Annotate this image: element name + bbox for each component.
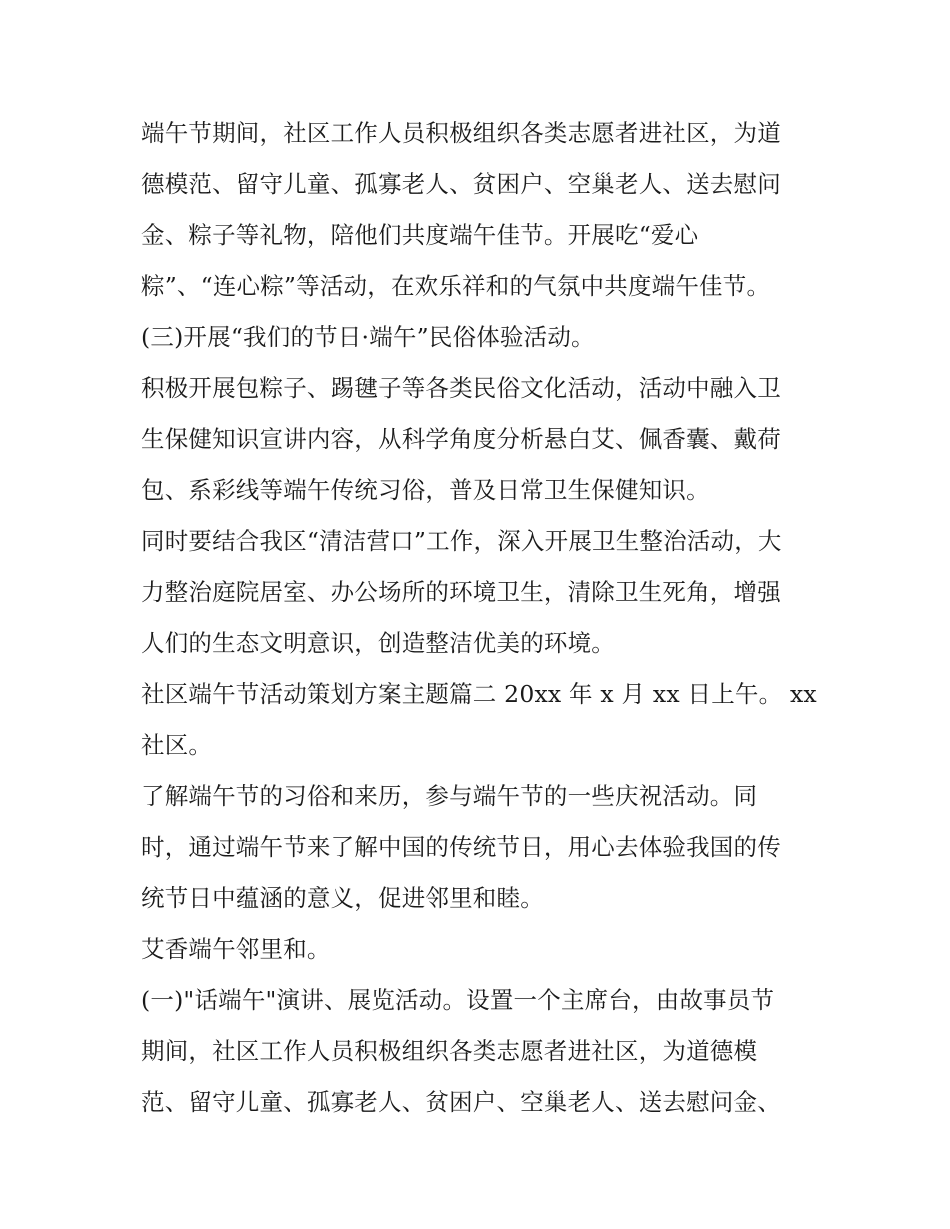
- theme-line: 艾香端午邻里和。: [141, 935, 331, 963]
- text-line: 金、粽子等礼物，陪他们共度端午佳节。开展吃“爱心: [141, 221, 699, 249]
- text-line: 包、系彩线等端午传统习俗，普及日常卫生保健知识。: [141, 476, 710, 504]
- text-line: 端午节期间，社区工作人员积极组织各类志愿者进社区，为道: [141, 119, 781, 147]
- text-line: 统节日中蕴涵的意义，促进邻里和睦。: [141, 884, 544, 912]
- text-line: 力整治庭院居室、办公场所的环境卫生，清除卫生死角，增强: [141, 578, 781, 606]
- text-line: 积极开展包粽子、踢毽子等各类民俗文化活动，活动中融入卫: [141, 374, 781, 402]
- text-line: 同时要结合我区“清洁营口”工作，深入开展卫生整治活动，大: [141, 527, 782, 555]
- section-heading: (三)开展“我们的节日·端午”民俗体验活动。: [141, 323, 595, 351]
- text-line: 人们的生态文明意识，创造整洁优美的环境。: [141, 629, 615, 657]
- text-line: 范、留守儿童、孤寡老人、贫困户、空巢老人、送去慰问金、: [141, 1088, 781, 1116]
- text-line: 粽”、“连心粽”等活动，在欢乐祥和的气氛中共度端午佳节。: [141, 272, 771, 300]
- text-line: 生保健知识宣讲内容，从科学角度分析悬白艾、佩香囊、戴荷: [141, 425, 781, 453]
- text-line: 期间，社区工作人员积极组织各类志愿者进社区，为道德模: [141, 1037, 758, 1065]
- text-line: 社区。: [141, 731, 213, 759]
- text-line: 了解端午节的习俗和来历，参与端午节的一些庆祝活动。同: [141, 782, 758, 810]
- text-line: (一)"话端午"演讲、展览活动。设置一个主席台，由故事员节: [141, 986, 775, 1014]
- document-page: [141, 108, 821, 1128]
- text-line: 社区端午节活动策划方案主题篇二 20xx 年 x 月 xx 日上午。 xx: [141, 680, 817, 708]
- text-line: 德模范、留守儿童、孤寡老人、贫困户、空巢老人、送去慰问: [141, 170, 781, 198]
- text-line: 时，通过端午节来了解中国的传统节日，用心去体验我国的传: [141, 833, 781, 861]
